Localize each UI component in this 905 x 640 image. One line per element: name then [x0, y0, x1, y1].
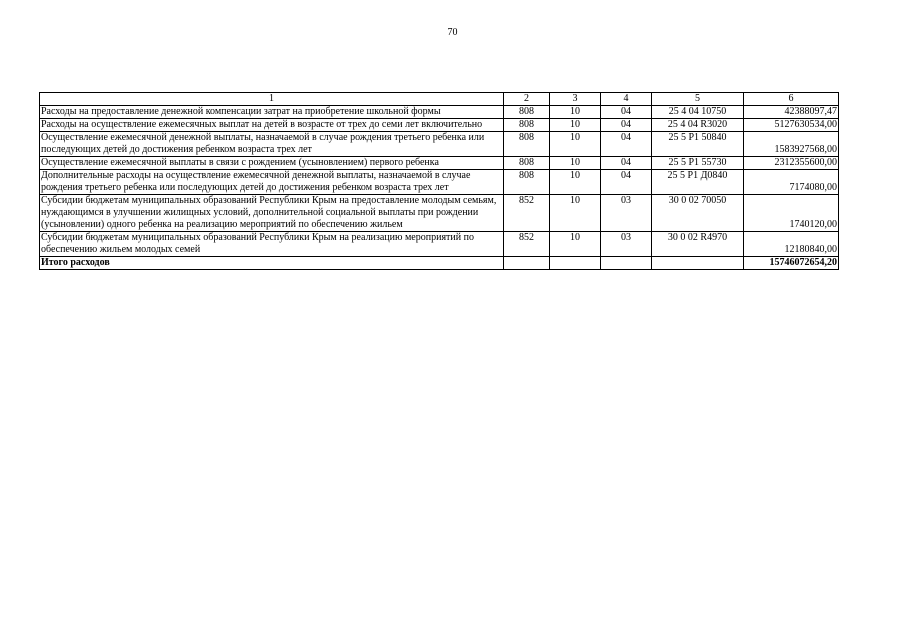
total-sum: 15746072654,20 — [744, 257, 839, 270]
table-row — [40, 232, 839, 257]
total-label: Итого расходов — [40, 257, 504, 270]
row-subsection-cell: 03 — [601, 195, 652, 232]
header-cell: 1 — [40, 93, 504, 106]
row-sum-cell: 42388097,47 — [744, 106, 839, 119]
row-sum-cell: 12180840,00 — [744, 232, 839, 257]
header-cell: 3 — [550, 93, 601, 106]
header-cell: 4 — [601, 93, 652, 106]
table-header-row — [40, 93, 839, 106]
row-name-cell: Субсидии бюджетам муниципальных образований Республики Крым на реализацию мероприятий по обеспечению жильем молодых семей — [40, 232, 504, 257]
row-code-cell: 808 — [504, 170, 550, 195]
row-code-cell: 852 — [504, 195, 550, 232]
row-code-cell: 852 — [504, 232, 550, 257]
row-subsection-cell: 04 — [601, 106, 652, 119]
row-sum-cell: 1583927568,00 — [744, 132, 839, 157]
row-sum-cell: 7174080,00 — [744, 170, 839, 195]
row-code-cell: 808 — [504, 132, 550, 157]
row-sum-cell: 1740120,00 — [744, 195, 839, 232]
total-row — [40, 257, 839, 270]
table-row — [40, 119, 839, 132]
table-row — [40, 106, 839, 119]
row-name-cell: Дополнительные расходы на осуществление ежемесячной денежной выплаты, назначаемой в случае рождения третьего ребенка или последующих детей до достижения ребенком возраста трех лет — [40, 170, 504, 195]
total-empty-cell — [550, 257, 601, 270]
header-cell: 6 — [744, 93, 839, 106]
header-cell: 5 — [652, 93, 744, 106]
row-target-code-cell: 30 0 02 R4970 — [652, 232, 744, 257]
row-target-code-cell: 30 0 02 70050 — [652, 195, 744, 232]
row-subsection-cell: 04 — [601, 170, 652, 195]
table-row — [40, 195, 839, 232]
row-section-cell: 10 — [550, 170, 601, 195]
row-code-cell: 808 — [504, 157, 550, 170]
row-name-cell: Расходы на предоставление денежной компенсации затрат на приобретение школьной формы — [40, 106, 504, 119]
total-empty-cell — [601, 257, 652, 270]
row-name-cell: Субсидии бюджетам муниципальных образований Республики Крым на предоставление молодым семьям, нуждающимся в улучшении жилищных условий, дополнительной социальной выплаты при рождении (усыновлении) одного ребенка на реализацию мероприятий по обеспечению жильем — [40, 195, 504, 232]
row-subsection-cell: 03 — [601, 232, 652, 257]
total-empty-cell — [504, 257, 550, 270]
row-sum-cell: 5127630534,00 — [744, 119, 839, 132]
row-code-cell: 808 — [504, 106, 550, 119]
table-row — [40, 132, 839, 157]
row-subsection-cell: 04 — [601, 119, 652, 132]
header-cell: 2 — [504, 93, 550, 106]
row-section-cell: 10 — [550, 157, 601, 170]
row-sum-cell: 2312355600,00 — [744, 157, 839, 170]
table-row — [40, 170, 839, 195]
row-name-cell: Осуществление ежемесячной денежной выплаты, назначаемой в случае рождения третьего ребенка или последующих детей до достижения ребенком возраста трех лет — [40, 132, 504, 157]
row-target-code-cell: 25 4 04 10750 — [652, 106, 744, 119]
table-row — [40, 157, 839, 170]
row-section-cell: 10 — [550, 119, 601, 132]
row-section-cell: 10 — [550, 106, 601, 119]
row-subsection-cell: 04 — [601, 132, 652, 157]
row-section-cell: 10 — [550, 132, 601, 157]
expenses-table — [39, 92, 839, 270]
row-target-code-cell: 25 5 P1 Д0840 — [652, 170, 744, 195]
row-code-cell: 808 — [504, 119, 550, 132]
row-subsection-cell: 04 — [601, 157, 652, 170]
page-number: 70 — [447, 27, 458, 38]
row-section-cell: 10 — [550, 195, 601, 232]
row-target-code-cell: 25 5 P1 55730 — [652, 157, 744, 170]
row-target-code-cell: 25 5 P1 50840 — [652, 132, 744, 157]
total-empty-cell — [652, 257, 744, 270]
row-section-cell: 10 — [550, 232, 601, 257]
row-name-cell: Расходы на осуществление ежемесячных выплат на детей в возрасте от трех до семи лет включительно — [40, 119, 504, 132]
row-target-code-cell: 25 4 04 R3020 — [652, 119, 744, 132]
row-name-cell: Осуществление ежемесячной выплаты в связи с рождением (усыновлением) первого ребенка — [40, 157, 504, 170]
